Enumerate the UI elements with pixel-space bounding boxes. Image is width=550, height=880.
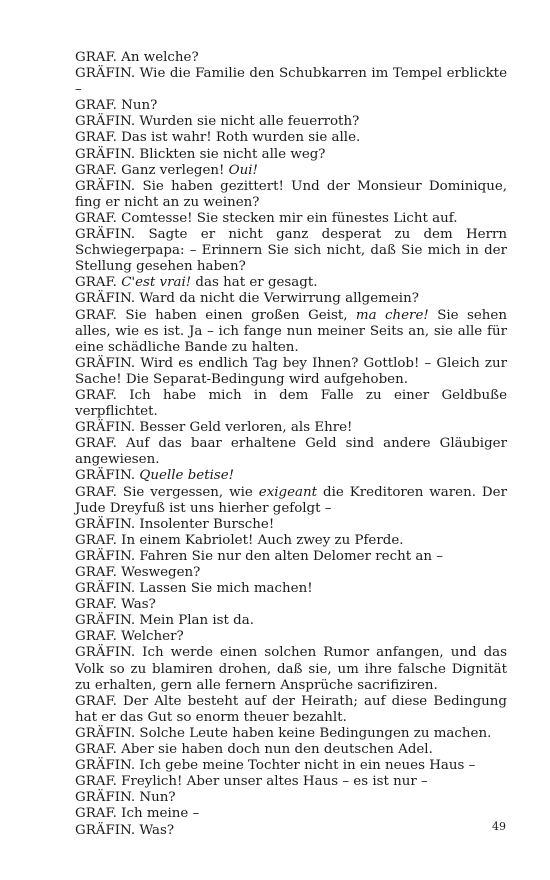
speaker-name: GRÄFIN. <box>75 581 136 597</box>
dialogue-text: Sie sehen alles, wie es ist. Ja – ich fange nun meiner Seits an, sie alle für eine schädliche Bande zu halten. <box>75 307 507 355</box>
speaker-name: GRAF. <box>75 436 117 452</box>
italic-phrase: exigeant <box>258 484 318 500</box>
dialogue-text: Ich habe mich in dem Falle zu einer Geldbuße verpflichtet. <box>75 387 507 420</box>
dialogue-line <box>75 597 507 613</box>
speaker-name: GRAF. <box>75 565 117 580</box>
speaker-name: GRÄFIN. <box>75 114 136 130</box>
dialogue-line <box>75 275 507 291</box>
dialogue-line <box>75 694 507 726</box>
dialogue-text: Welcher? <box>116 629 184 645</box>
dialogue-text: Ich gebe meine Tochter nicht in ein neues Haus – <box>135 758 476 774</box>
dialogue-text: Insolenter Bursche! <box>135 516 275 532</box>
speaker-name: GRAF. <box>75 162 117 178</box>
dialogue-text: Aber sie haben doch nun den deutschen Adel. <box>116 742 433 758</box>
dialogue-line <box>75 613 507 629</box>
dialogue-text: Besser Geld verloren, als Ehre! <box>135 420 353 436</box>
speaker-name: GRÄFIN. <box>75 468 136 484</box>
speaker-name: GRAF. <box>75 774 117 790</box>
italic-phrase: C'est vrai! <box>121 275 192 291</box>
speaker-name: GRAF. <box>75 597 117 613</box>
dialogue-line <box>75 645 507 693</box>
dialogue-text: Sagte er nicht ganz desperat zu dem Herrn Schwiegerpapa: – Erinnern Sie sich nicht, daß Sie mich in der Stellung gesehen haben? <box>75 227 507 275</box>
speaker-name: GRÄFIN. <box>75 178 136 194</box>
dialogue-text: Sie haben einen großen Geist, <box>116 307 356 323</box>
dialogue-line <box>75 774 507 790</box>
dialogue-text: Blickten sie nicht alle weg? <box>135 146 326 162</box>
speaker-name: GRÄFIN. <box>75 420 136 436</box>
italic-phrase: Oui! <box>228 162 258 178</box>
dialogue-line <box>75 291 507 307</box>
dialogue-line <box>75 581 507 597</box>
dialogue-text: die Kreditoren waren. Der Jude Dreyfuß ist uns hierher gefolgt – <box>75 484 507 516</box>
dialogue-text: Solche Leute haben keine Bedingungen zu machen. <box>135 725 492 741</box>
dialogue-line <box>75 420 507 436</box>
dialogue-text: Ganz verlegen! <box>116 162 229 178</box>
dialogue-text: das hat er gesagt. <box>191 275 318 291</box>
dialogue-line <box>75 179 507 211</box>
speaker-name: GRAF. <box>75 484 117 500</box>
dialogue-text: In einem Kabriolet! Auch zwey zu Pferde. <box>116 532 404 548</box>
dialogue-text: Ich meine – <box>116 806 200 822</box>
dialogue-line <box>75 758 507 774</box>
dialogue-line <box>75 742 507 758</box>
dialogue-text: Wie die Familie den Schubkarren im Tempel erblickte – <box>75 66 507 98</box>
speaker-name: GRÄFIN. <box>75 548 136 564</box>
speaker-name: GRÄFIN. <box>75 355 136 371</box>
speaker-name: GRAF. <box>75 275 117 291</box>
speaker-name: GRAF. <box>75 387 117 403</box>
dialogue-line <box>75 629 507 645</box>
page-text <box>75 50 507 839</box>
dialogue-line <box>75 517 507 533</box>
dialogue-line <box>75 356 507 388</box>
dialogue-text: Mein Plan ist da. <box>135 613 254 629</box>
dialogue-line <box>75 308 507 356</box>
speaker-name: GRÄFIN. <box>75 645 136 661</box>
dialogue-text: Nun? <box>135 790 176 806</box>
speaker-name: GRÄFIN. <box>75 66 136 82</box>
speaker-name: GRAF. <box>75 307 117 323</box>
speaker-name: GRAF. <box>75 98 117 114</box>
speaker-name: GRAF. <box>75 130 117 146</box>
dialogue-line <box>75 565 507 581</box>
dialogue-line <box>75 114 507 130</box>
dialogue-text: Lassen Sie mich machen! <box>135 581 313 597</box>
dialogue-text: An welche? <box>116 50 199 65</box>
dialogue-line <box>75 227 507 275</box>
dialogue-text: Das ist wahr! Roth wurden sie alle. <box>116 130 361 146</box>
dialogue-text: Comtesse! Sie stecken mir ein fünestes Licht auf. <box>116 210 458 226</box>
dialogue-line <box>75 726 507 742</box>
dialogue-text: Was? <box>135 822 175 838</box>
speaker-name: GRAF. <box>75 742 117 758</box>
dialogue-line <box>75 436 507 468</box>
italic-phrase: ma chere! <box>355 307 429 323</box>
dialogue-line <box>75 468 507 484</box>
speaker-name: GRÄFIN. <box>75 227 136 243</box>
speaker-name: GRÄFIN. <box>75 613 136 629</box>
dialogue-text: Was? <box>116 597 156 613</box>
dialogue-line <box>75 98 507 114</box>
dialogue-text: Nun? <box>116 98 158 114</box>
speaker-name: GRÄFIN. <box>75 790 136 806</box>
speaker-name: GRÄFIN. <box>75 291 136 307</box>
dialogue-text: Sie haben gezittert! Und der Monsieur Dominique, fing er nicht an zu weinen? <box>75 178 507 210</box>
dialogue-text: Der Alte besteht auf der Heirath; auf diese Bedingung hat er das Gut so enorm theuer bezahlt. <box>75 693 507 725</box>
dialogue-line <box>75 549 507 565</box>
dialogue-text: Ich werde einen solchen Rumor anfangen, und das Volk so zu blamiren drohen, daß sie, um ihre falsche Dignität zu erhalten, gern alle fernern Ansprüche sacrifiziren. <box>75 645 507 693</box>
speaker-name: GRAF. <box>75 50 117 65</box>
speaker-name: GRÄFIN. <box>75 146 136 162</box>
dialogue-text: Sie vergessen, wie <box>116 484 259 500</box>
dialogue-line <box>75 790 507 806</box>
dialogue-line <box>75 823 507 839</box>
dialogue-line <box>75 533 507 549</box>
dialogue-line <box>75 388 507 420</box>
italic-phrase: Quelle betise! <box>139 468 235 484</box>
dialogue-line <box>75 211 507 227</box>
dialogue-line <box>75 50 507 66</box>
speaker-name: GRAF. <box>75 532 117 548</box>
dialogue-line <box>75 66 507 98</box>
dialogue-line <box>75 147 507 163</box>
dialogue-text: Auf das baar erhaltene Geld sind andere Gläubiger angewiesen. <box>75 436 507 468</box>
dialogue-text: Wurden sie nicht alle feuerroth? <box>135 114 360 130</box>
speaker-name: GRÄFIN. <box>75 758 136 774</box>
speaker-name: GRAF. <box>75 693 117 709</box>
dialogue-line <box>75 806 507 822</box>
speaker-name: GRÄFIN. <box>75 516 136 532</box>
speaker-name: GRÄFIN. <box>75 725 136 741</box>
dialogue-text: Weswegen? <box>116 565 201 580</box>
speaker-name: GRAF. <box>75 806 117 822</box>
speaker-name: GRAF. <box>75 210 117 226</box>
dialogue-line <box>75 163 507 179</box>
dialogue-text: Fahren Sie nur den alten Delomer recht an – <box>135 548 443 564</box>
speaker-name: GRAF. <box>75 629 117 645</box>
dialogue-text: Ward da nicht die Verwirrung allgemein? <box>135 291 419 307</box>
dialogue-line <box>75 130 507 146</box>
speaker-name: GRÄFIN. <box>75 822 136 838</box>
dialogue-line <box>75 485 507 517</box>
page-number: 49 <box>492 820 506 833</box>
dialogue-text: Freylich! Aber unser altes Haus – es ist nur – <box>116 774 428 790</box>
dialogue-text: Wird es endlich Tag bey Ihnen? Gottlob! – Gleich zur Sache! Die Separat-Bedingung wird aufgehoben. <box>75 355 507 387</box>
